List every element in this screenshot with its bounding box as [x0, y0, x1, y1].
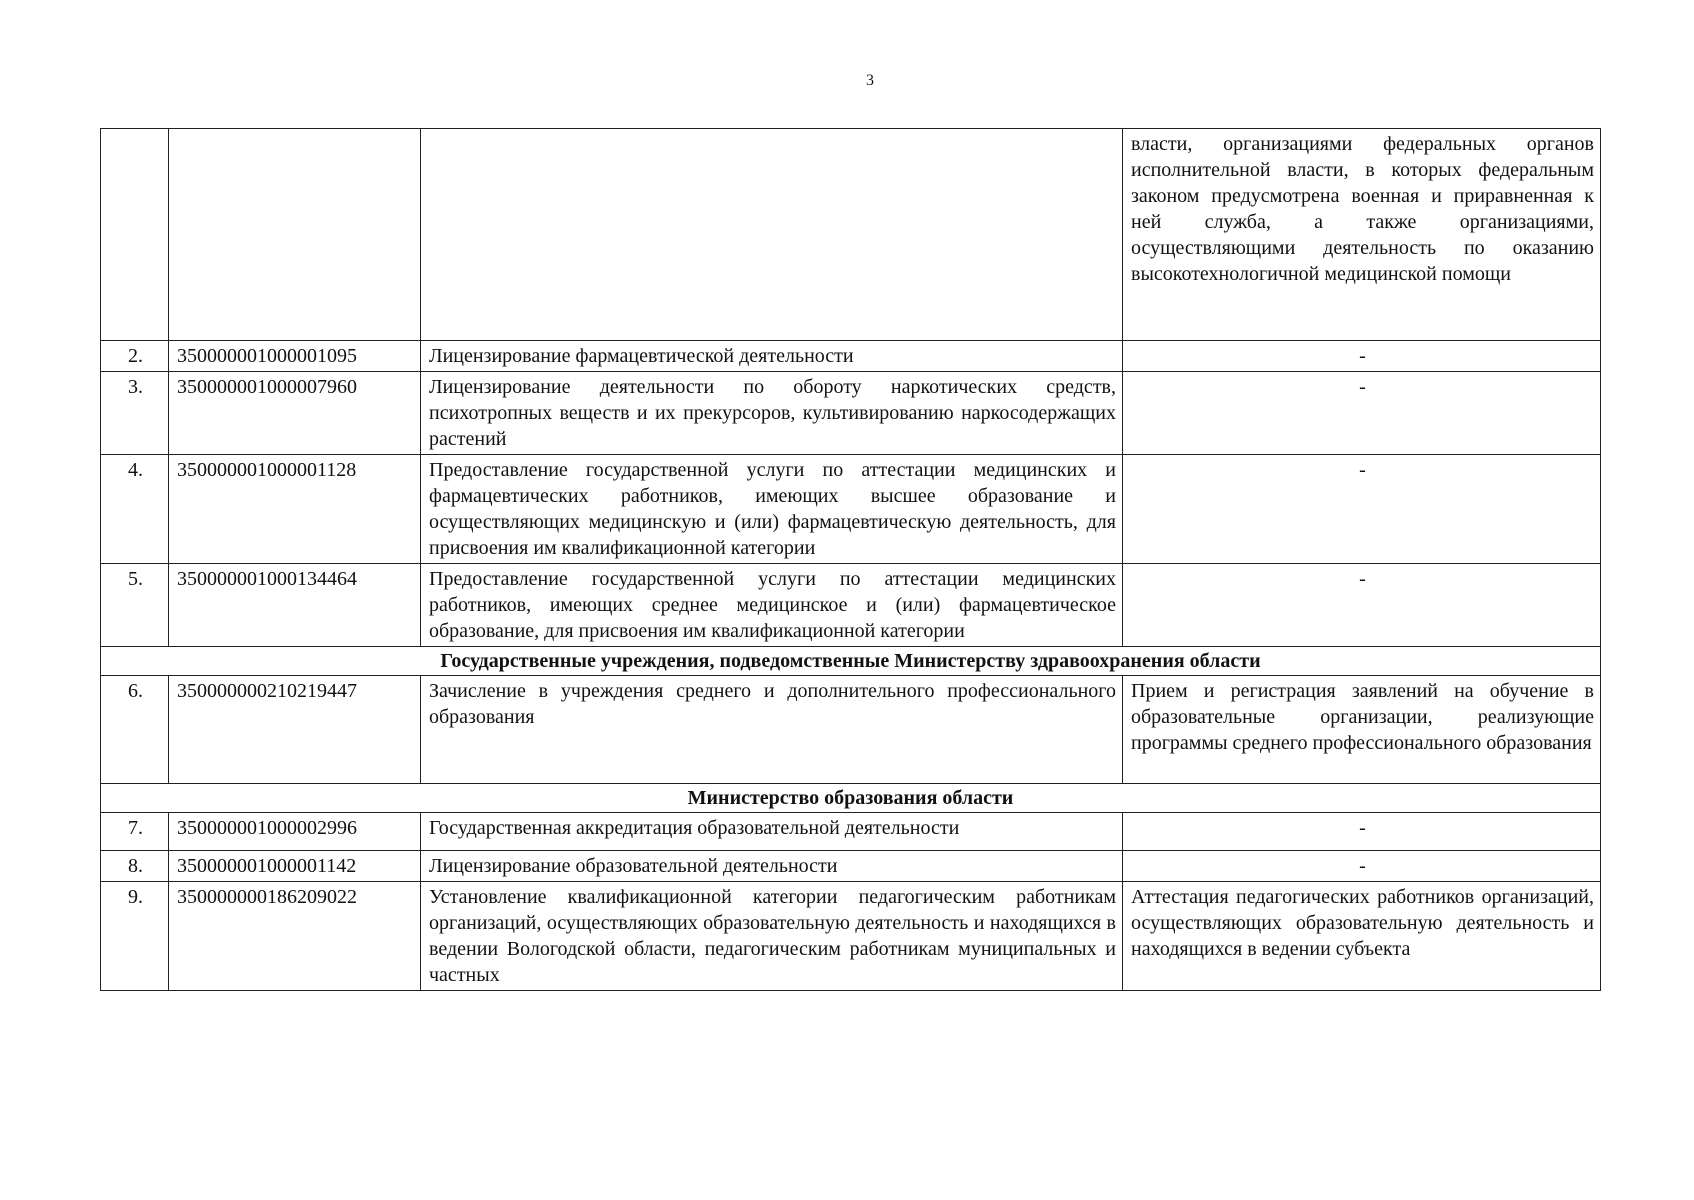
cell-subservice [1123, 882, 1601, 991]
table-row [101, 372, 1601, 455]
table-row [101, 813, 1601, 851]
cell-subservice-text: Аттестация педагогических работников организаций, осуществляющих образовательную деятельность и находящихся в ведении субъекта [1131, 886, 1594, 960]
table-row [101, 882, 1601, 991]
table-row [101, 851, 1601, 882]
section-title: Государственные учреждения, подведомственные Министерству здравоохранения области [101, 647, 1601, 676]
cell-num: 6. [101, 676, 169, 784]
table-row [101, 676, 1601, 784]
cell-code: 350000000210219447 [169, 676, 421, 784]
cell-subservice: власти, организациями федеральных органов исполнительной власти, в которых федеральным законом предусмотрена военная и приравненная к ней служба, а также организациями, осуществляющими деятельность по оказанию высокотехнологичной медицинской помощи [1123, 129, 1601, 341]
cell-service-name: Зачисление в учреждения среднего и дополнительного профессионального образования [421, 676, 1123, 784]
cell-num: 4. [101, 455, 169, 564]
cell-subservice: - [1123, 341, 1601, 372]
section-header-row [101, 784, 1601, 813]
cell-service-name: Лицензирование деятельности по обороту наркотических средств, психотропных веществ и их прекурсоров, культивированию наркосодержащих растений [421, 372, 1123, 455]
cell-num: 9. [101, 882, 169, 991]
section-title: Министерство образования области [101, 784, 1601, 813]
cell-service-name: Государственная аккредитация образовательной деятельности [421, 813, 1123, 851]
cell-service-name [421, 129, 1123, 341]
cell-code: 350000001000001142 [169, 851, 421, 882]
table-row [101, 455, 1601, 564]
section-header-row [101, 647, 1601, 676]
cell-num: 5. [101, 564, 169, 647]
cell-code: 350000000186209022 [169, 882, 421, 991]
cell-service-name: Предоставление государственной услуги по аттестации медицинских работников, имеющих среднее медицинское и (или) фармацевтическое образование, для присвоения им квалификационной категории [421, 564, 1123, 647]
cell-service-name-text: Установление квалификационной категории педагогическим работникам организаций, осуществляющих образовательную деятельность и находящихся в ведении Вологодской области, педагогическим работникам муниципальных и частных [429, 886, 1116, 986]
cell-subservice: - [1123, 372, 1601, 455]
cell-subservice: Прием и регистрация заявлений на обучение в образовательные организации, реализующие программы среднего профессионального образования [1123, 676, 1601, 784]
cell-subservice: - [1123, 455, 1601, 564]
cell-code: 350000001000002996 [169, 813, 421, 851]
cell-code [169, 129, 421, 341]
table-row-continuation [101, 129, 1601, 341]
cell-subservice: - [1123, 813, 1601, 851]
cell-code: 350000001000001128 [169, 455, 421, 564]
cell-code: 350000001000134464 [169, 564, 421, 647]
cell-service-name [421, 882, 1123, 991]
cell-service-name: Предоставление государственной услуги по аттестации медицинских и фармацевтических работников, имеющих высшее образование и осуществляющих медицинскую и (или) фармацевтическую деятельность, для присвоения им квалификационной категории [421, 455, 1123, 564]
cell-num: 8. [101, 851, 169, 882]
cell-subservice: - [1123, 564, 1601, 647]
cell-service-name: Лицензирование фармацевтической деятельности [421, 341, 1123, 372]
table-row [101, 564, 1601, 647]
cell-num: 3. [101, 372, 169, 455]
cell-service-name: Лицензирование образовательной деятельности [421, 851, 1123, 882]
cell-num: 7. [101, 813, 169, 851]
cell-num: 2. [101, 341, 169, 372]
services-table [100, 128, 1601, 991]
cell-code: 350000001000001095 [169, 341, 421, 372]
page-number: 3 [866, 72, 874, 89]
cell-num [101, 129, 169, 341]
table-row [101, 341, 1601, 372]
cell-code: 350000001000007960 [169, 372, 421, 455]
cell-subservice: - [1123, 851, 1601, 882]
